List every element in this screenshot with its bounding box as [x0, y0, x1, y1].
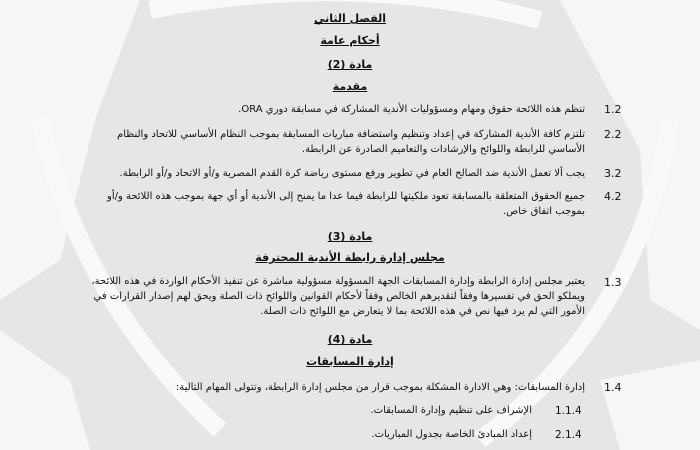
- article-2-label: مادة (2): [327, 58, 373, 71]
- chapter-subtitle: أحكام عامة: [320, 34, 380, 47]
- article-3-label: مادة (3): [327, 230, 373, 243]
- clause-number: 1.3: [604, 276, 622, 289]
- subclause-text: إعداد المبادئ الخاصة بجدول المباريات.: [371, 429, 532, 440]
- chapter-title: الفصل الثاني: [313, 12, 387, 25]
- subclause-number: 1.1.4: [555, 405, 582, 417]
- clause-text: يعتبر مجلس إدارة الرابطة وإدارة المسابقات الجهة المسؤولة مسؤولية مباشرة عن تنفيذ الأحكام الواردة في هذه اللائحة، ويملكو الحق في تفسيرها وفقاً لتقديرهم الخالص وفقاً لأحكام القوانين واللوائح ذات الصلة ويحق لهم إصدار القرارات في الأمور التي لم يرد فيها نص في هذه اللائحة بما لا يتعارض مع اللوائح ذات الصلة.: [91, 276, 585, 317]
- clause-number: 2.2: [604, 128, 622, 141]
- clause-number: 4.2: [604, 190, 622, 203]
- subclause-number: 2.1.4: [555, 429, 582, 441]
- clause-text: إدارة المسابقات: وهي الادارة المشكلة بموجب قرار من مجلس إدارة الرابطة، وتتولى المهام التالية:: [175, 382, 585, 393]
- clause-text: تلتزم كافة الأندية المشاركة في إعداد وتنظيم واستضافة مباريات المسابقة بموجب النظام الأساسي للاتحاد والنظام الأساسي للرابطة واللوائح والإرشادات والتعاميم الصادرة عن الرابطة.: [117, 129, 585, 155]
- clause-number: 3.2: [604, 167, 622, 180]
- clause-text: جميع الحقوق المتعلقة بالمسابقة تعود ملكيتها للرابطة فيما عدا ما يمنح إلى الأندية أو أي جهة بموجب هذه اللائحة و/أو بموجب اتفاق خاص.: [106, 191, 585, 217]
- clause-number: 1.4: [604, 381, 622, 394]
- article-4-label: مادة (4): [327, 333, 373, 346]
- article-4-heading: إدارة المسابقات: [306, 355, 394, 368]
- article-3-heading: مجلس إدارة رابطة الأندية المحترفة: [255, 251, 445, 264]
- clause-text: تنظم هذه اللائحة حقوق ومهام ومسؤوليات الأندية المشاركة في مسابقة دوري ORA.: [238, 104, 585, 115]
- clause-text: يجب ألا تعمل الأندية ضد الصالح العام في تطوير ورفع مستوى رياضة كرة القدم المصرية و/أو الاتحاد و/أو الرابطة.: [119, 168, 585, 179]
- subclause-text: الإشراف على تنظيم وإدارة المسابقات.: [370, 405, 532, 416]
- article-2-heading: مقدمة: [332, 80, 368, 93]
- clause-number: 1.2: [604, 103, 622, 116]
